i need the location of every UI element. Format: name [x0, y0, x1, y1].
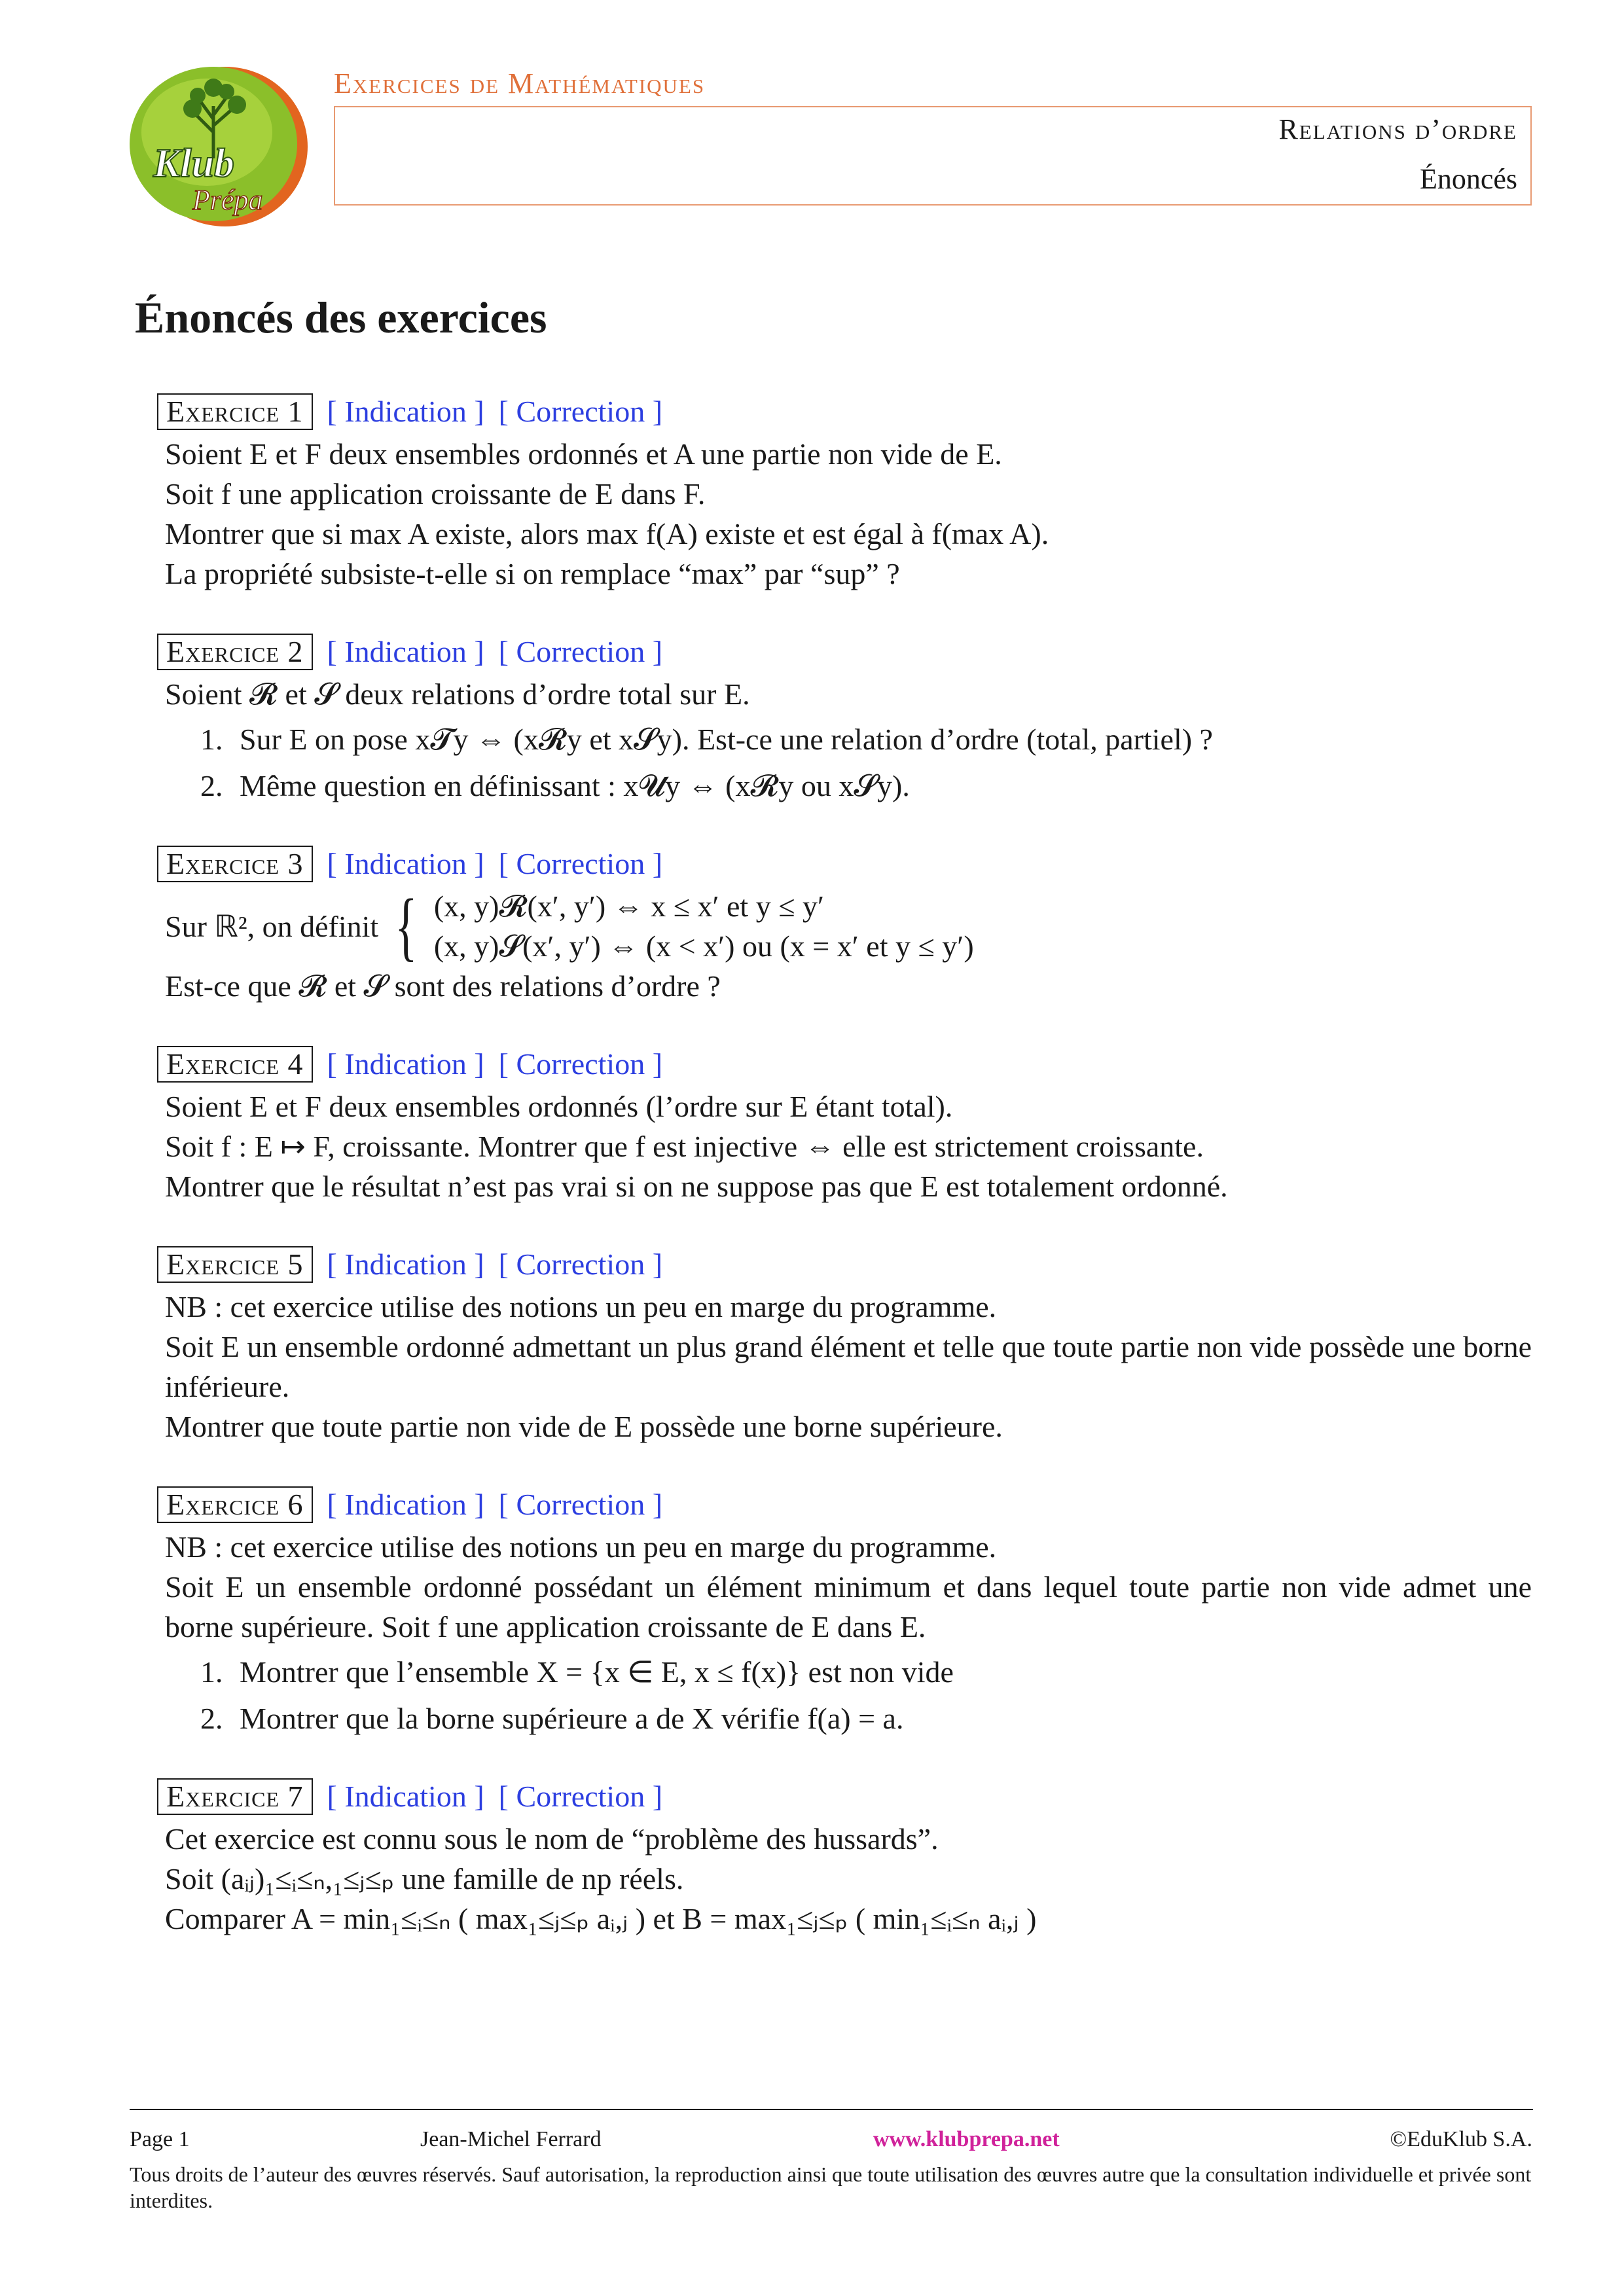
exercise-header — [157, 1776, 1532, 1816]
statement-line: Cet exercice est connu sous le nom de “problème des hussards”. — [165, 1822, 939, 1856]
correction-link[interactable]: [ Correction ] — [498, 1247, 663, 1281]
question-number: 1. — [200, 1655, 223, 1689]
exercise-header — [157, 391, 1532, 431]
statement-line: NB : cet exercice utilise des notions un peu en marge du programme. — [165, 1530, 997, 1564]
brace-symbol: { — [395, 883, 418, 969]
indication-link[interactable]: [ Indication ] — [327, 635, 484, 668]
indication-link-label: Indication — [344, 635, 467, 668]
correction-link-label: Correction — [516, 847, 645, 880]
footer-rights-notice: Tous droits de l’auteur des œuvres réservés. Sauf autorisation, la reproduction ainsi que toute utilisation des œuvres autre que la consultation individuelle et privée sont interdites. — [130, 2162, 1532, 2212]
exercise-header — [157, 1244, 1532, 1284]
exercise-header — [157, 632, 1532, 672]
series-title: Exercices de Mathématiques — [334, 67, 706, 99]
exercise-label: Exercice 4 — [157, 1046, 313, 1083]
indication-link[interactable]: [ Indication ] — [327, 1488, 484, 1521]
correction-link-label: Correction — [516, 635, 645, 668]
indication-link[interactable]: [ Indication ] — [327, 395, 484, 428]
indication-link[interactable]: [ Indication ] — [327, 1047, 484, 1081]
exercise-label: Exercice 1 — [157, 393, 313, 430]
exercise-3 — [165, 844, 1532, 1006]
svg-text:Klub: Klub — [153, 141, 235, 186]
question-item — [165, 719, 1532, 759]
section-title: Énoncés — [1419, 163, 1517, 195]
klubprepa-logo — [115, 60, 312, 230]
footer-page-number: Page 1 — [130, 2127, 190, 2151]
system-lines — [434, 886, 974, 966]
footer-site-link[interactable]: www.klubprepa.net — [873, 2127, 1060, 2151]
question-number: 2. — [200, 1702, 223, 1735]
system-line: (x, y)𝓡(x′, y′) ⇔ x ≤ x′ et y ≤ y′ — [433, 889, 825, 923]
chapter-title: Relations d’ordre — [1278, 113, 1517, 145]
correction-link[interactable]: [ Correction ] — [498, 1780, 663, 1813]
correction-link-label: Correction — [516, 1780, 645, 1813]
exercise-6 — [165, 1484, 1532, 1738]
question-list — [165, 1652, 1532, 1738]
indication-link[interactable]: [ Indication ] — [327, 847, 484, 880]
statement-line: Est-ce que 𝓡 et 𝓢 sont des relations d’ordre ? — [165, 969, 721, 1003]
statement-line: NB : cet exercice utilise des notions un peu en marge du programme. — [165, 1290, 997, 1323]
system-prefix: Sur ℝ², on définit — [165, 909, 379, 943]
exercise-label: Exercice 2 — [157, 634, 313, 670]
correction-link-label: Correction — [516, 1488, 645, 1521]
correction-link[interactable]: [ Correction ] — [498, 1488, 663, 1521]
correction-link[interactable]: [ Correction ] — [498, 847, 663, 880]
question-item — [165, 1698, 1532, 1738]
indication-link-label: Indication — [344, 1047, 467, 1081]
statement-line: Comparer A = min₁≤ᵢ≤ₙ ( max₁≤ⱼ≤ₚ aᵢ,ⱼ ) et B = max₁≤ⱼ≤ₚ ( min₁≤ᵢ≤ₙ aᵢ,ⱼ ) — [165, 1902, 1037, 1935]
question-text: Montrer que l’ensemble X = {x ∈ E, x ≤ f(x)} est non vide — [240, 1655, 954, 1689]
indication-link-label: Indication — [344, 1780, 467, 1813]
system-block — [165, 883, 1532, 969]
statement-line: Soient E et F deux ensembles ordonnés et A une partie non vide de E. — [165, 437, 1002, 471]
indication-link-label: Indication — [344, 395, 467, 428]
correction-link[interactable]: [ Correction ] — [498, 1047, 663, 1081]
statement-line: Soient E et F deux ensembles ordonnés (l’ordre sur E étant total). — [165, 1090, 953, 1123]
exercise-7 — [165, 1776, 1532, 1939]
exercise-4 — [165, 1044, 1532, 1206]
statement-line: Soit E un ensemble ordonné admettant un plus grand élément et telle que toute partie non vide possède une borne inférieure. — [165, 1330, 1532, 1403]
statement-line: Soient 𝓡 et 𝓢 deux relations d’ordre total sur E. — [165, 677, 750, 711]
question-item — [165, 766, 1532, 806]
indication-link-label: Indication — [344, 1247, 467, 1281]
exercise-2 — [165, 632, 1532, 806]
footer-divider — [130, 2109, 1533, 2110]
exercise-label: Exercice 3 — [157, 846, 313, 882]
statement-line: Montrer que si max A existe, alors max f(A) existe et est égal à f(max A). — [165, 517, 1049, 550]
svg-text:Prépa: Prépa — [192, 184, 263, 216]
correction-link-label: Correction — [516, 1047, 645, 1081]
exercise-label: Exercice 6 — [157, 1486, 313, 1523]
statement-line: Soit f une application croissante de E dans F. — [165, 477, 706, 511]
statement-line: Montrer que le résultat n’est pas vrai si on ne suppose pas que E est totalement ordonné. — [165, 1170, 1228, 1203]
question-item — [165, 1652, 1532, 1692]
exercise-header — [157, 844, 1532, 884]
correction-link[interactable]: [ Correction ] — [498, 395, 663, 428]
indication-link-label: Indication — [344, 1488, 467, 1521]
question-text: Sur E on pose x𝓣y ⇔ (x𝓡y et x𝓢y). Est-ce une relation d’ordre (total, partiel) ? — [240, 723, 1213, 756]
question-text: Montrer que la borne supérieure a de X vérifie f(a) = a. — [240, 1702, 904, 1735]
statement-line: Montrer que toute partie non vide de E possède une borne supérieure. — [165, 1410, 1003, 1443]
exercise-5 — [165, 1244, 1532, 1446]
indication-link-label: Indication — [344, 847, 467, 880]
exercise-header — [157, 1044, 1532, 1084]
page-title: Énoncés des exercices — [135, 293, 547, 342]
question-number: 1. — [200, 723, 223, 756]
header-box — [334, 106, 1532, 206]
correction-link-label: Correction — [516, 395, 645, 428]
correction-link[interactable]: [ Correction ] — [498, 635, 663, 668]
system-line: (x, y)𝓢(x′, y′) ⇔ (x < x′) ou (x = x′ et y ≤ y′) — [433, 929, 974, 963]
question-number: 2. — [200, 769, 223, 802]
statement-line: La propriété subsiste-t-elle si on remplace “max” par “sup” ? — [165, 557, 900, 590]
footer-copyright: ©EduKlub S.A. — [1390, 2127, 1532, 2151]
exercise-1 — [165, 391, 1532, 594]
statement-line: Soit E un ensemble ordonné possédant un élément minimum et dans lequel toute partie non vide admet une borne supérieure. Soit f une application croissante de E dans E. — [165, 1570, 1532, 1643]
exercise-label: Exercice 7 — [157, 1778, 313, 1815]
exercise-header — [157, 1484, 1532, 1524]
question-text: Même question en définissant : x𝓤y ⇔ (x𝓡y ou x𝓢y). — [240, 769, 910, 802]
indication-link[interactable]: [ Indication ] — [327, 1780, 484, 1813]
exercise-label: Exercice 5 — [157, 1246, 313, 1283]
footer-author: Jean-Michel Ferrard — [420, 2127, 602, 2151]
statement-line: Soit (aᵢⱼ)₁≤ᵢ≤ₙ,₁≤ⱼ≤ₚ une famille de np réels. — [165, 1862, 684, 1895]
exercise-list — [165, 391, 1532, 1977]
statement-line: Soit f : E ↦ F, croissante. Montrer que f est injective ⇔ elle est strictement croissante. — [165, 1130, 1204, 1163]
question-list — [165, 719, 1532, 806]
correction-link-label: Correction — [516, 1247, 645, 1281]
indication-link[interactable]: [ Indication ] — [327, 1247, 484, 1281]
